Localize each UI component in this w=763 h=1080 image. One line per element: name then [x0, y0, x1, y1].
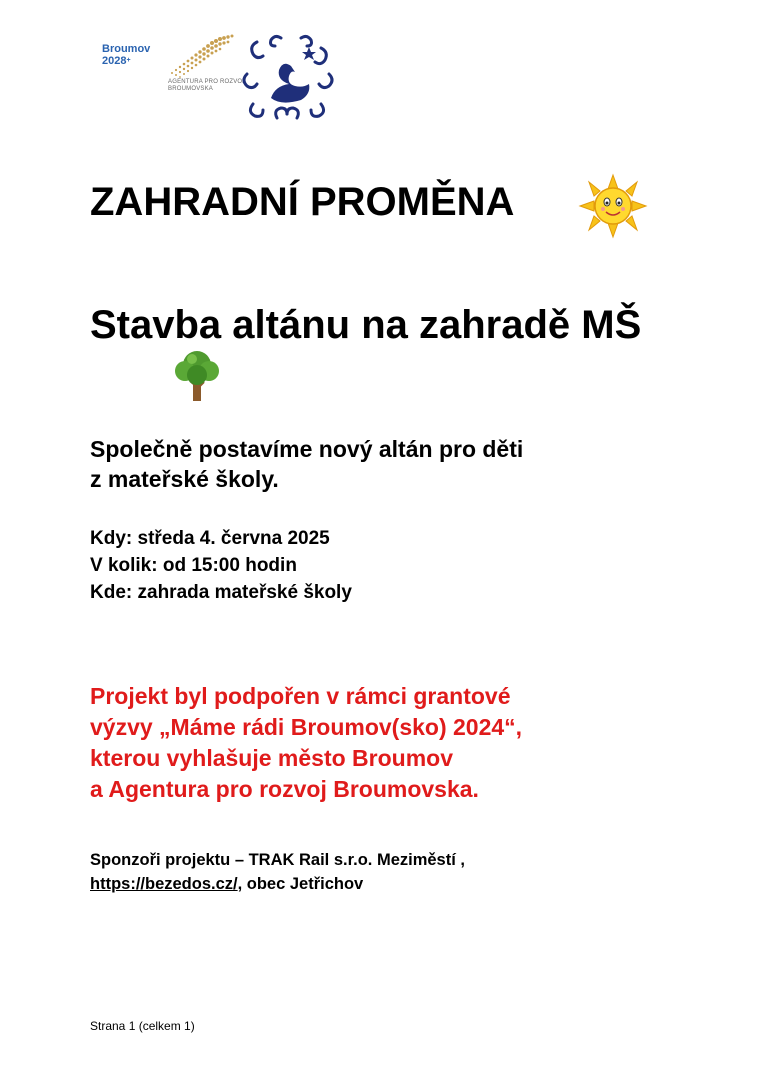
broumov-2028-logo [102, 43, 162, 67]
bezedos-link[interactable]: https://bezedos.cz/ [90, 875, 238, 893]
event-details [90, 525, 352, 606]
grant-support-note [90, 681, 730, 805]
broumov-logo-plus: + [126, 57, 131, 64]
broumov-logo-text: Broumov [102, 43, 151, 55]
page-title: ZAHRADNÍ PROMĚNA [90, 180, 515, 224]
support-line-2: výzvy „Máme rádi Broumov(sko) 2024“, [90, 714, 523, 740]
sponsors-line-1: Sponzoři projektu – TRAK Rail s.r.o. Meziměstí , [90, 851, 465, 869]
event-date: Kdy: středa 4. června 2025 [90, 528, 330, 549]
broumov-logo-year: 2028 [102, 55, 127, 67]
support-line-1: Projekt byl podpořen v rámci grantové [90, 683, 511, 709]
intro-line-2: z mateřské školy. [90, 466, 279, 492]
event-place: Kde: zahrada mateřské školy [90, 582, 352, 603]
support-line-4: a Agentura pro rozvoj Broumovska. [90, 776, 479, 802]
agentura-line-1: AGENTURA PRO ROZVOJ [168, 79, 246, 85]
event-subtitle: Stavba altánu na zahradě MŠ [90, 303, 642, 347]
support-line-3: kterou vyhlašuje město Broumov [90, 745, 453, 771]
sponsors-line-2-rest: , obec Jetřichov [237, 875, 364, 893]
sponsors-line-2 [90, 872, 730, 896]
tree-icon [172, 347, 222, 403]
sun-face-icon [578, 173, 648, 239]
event-intro [90, 434, 710, 494]
agentura-line-2: BROUMOVSKA [168, 86, 214, 92]
sponsors [90, 848, 730, 896]
page-footer: Strana 1 (celkem 1) [90, 1019, 195, 1033]
event-time: V kolik: od 15:00 hodin [90, 555, 297, 576]
agentura-logo-text [168, 79, 245, 93]
swan-emblem-icon [237, 30, 337, 124]
intro-line-1: Společně postavíme nový altán pro děti [90, 436, 524, 462]
